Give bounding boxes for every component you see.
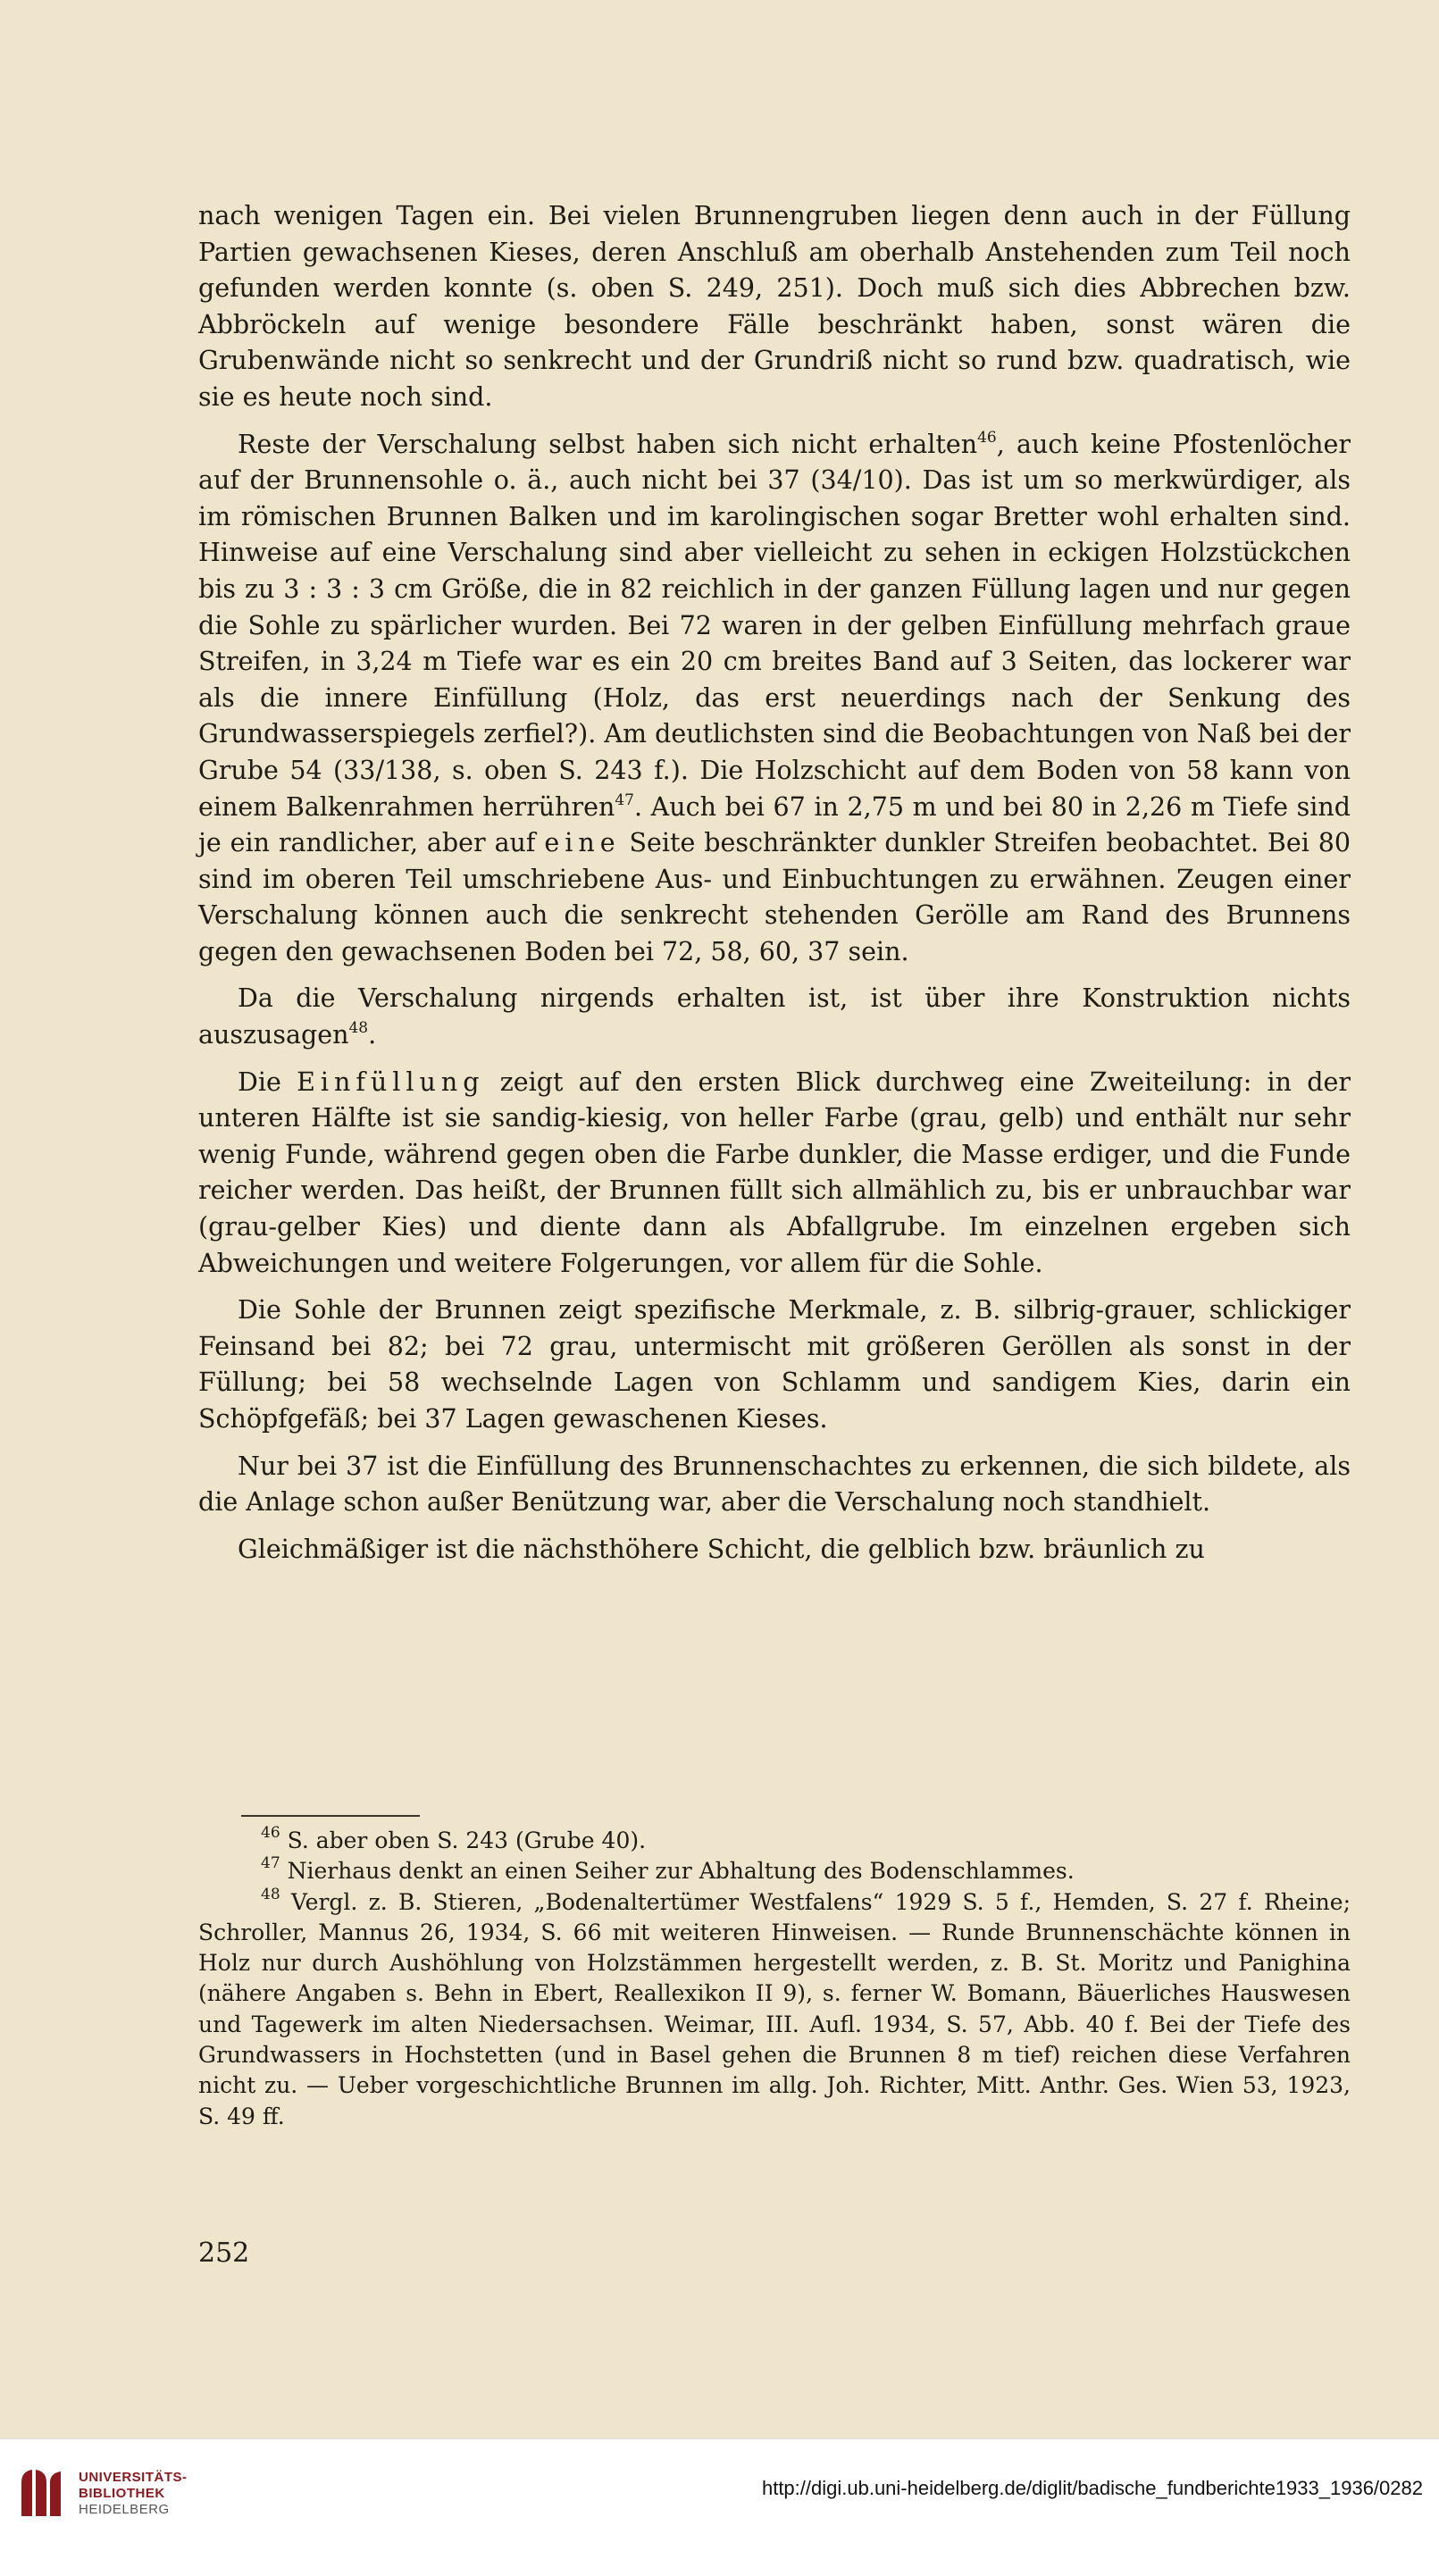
paragraph-text: . Auch bei 67 in 2,75 m und bei 80 in 2,26 m Tiefe sind je ein randlicher, aber auf (198, 791, 1351, 858)
paragraph-6 (198, 1449, 1351, 1521)
spaced-emphasis: eine (544, 828, 621, 858)
university-library-logo-icon[interactable] (16, 2464, 66, 2522)
paragraph-text: Da die Verschalung nirgends erhalten ist, ist über ihre Konstruktion nichts auszusagen (198, 983, 1351, 1050)
paragraph-text: , auch keine Pfostenlöcher auf der Brunnensohle o. ä., auch nicht bei 37 (34/10). Das ist um so merkwürdiger, als im römischen Brunnen Balken und im karolingischen sogar Bretter wohl erhalten sind. Hinweise auf eine Verschalung sind aber vielleicht zu sehen in eckigen Holzstückchen bis zu 3 : 3 : 3 cm Größe, die in 82 reichlich in der ganzen Füllung lagen und nur gegen die Sohle zu spärlicher wurden. Bei 72 waren in der gelben Einfüllung mehrfach graue Streifen, in 3,24 m Tiefe war es ein 20 cm breites Band auf 3 Seiten, das lockerer war als die innere Einfüllung (Holz, das erst neuerdings nach der Senkung des Grundwasserspiegels zerfiel?). Am deutlichsten sind die Beobachtungen von Naß bei der Grube 54 (33/138, s. oben S. 243 f.). Die Holzschicht auf dem Boden von 58 kann von einem Balkenrahmen herrühren (198, 429, 1351, 822)
paragraph-text: Die Sohle der Brunnen zeigt spezifische Merkmale, z. B. silbrig-grauer, schlickiger Feinsand bei 82; bei 72 grau, untermischt mit größeren Geröllen als sonst in der Füllung; bei 58 wechselnde Lagen von Schlamm und sandigem Kies, darin ein Schöpfgefäß; bei 37 Lagen gewaschenen Kieses. (198, 1295, 1351, 1434)
footnote-48 (198, 1887, 1351, 2132)
footnote-number: 48 (261, 1885, 280, 1903)
footnote-ref[interactable]: 46 (977, 428, 997, 447)
source-url-link[interactable]: http://digi.ub.uni-heidelberg.de/diglit/badische_fundberichte1933_1936/0282 (761, 2477, 1423, 2499)
institution-line: UNIVERSITÄTS- (79, 2470, 188, 2485)
paragraph-4 (198, 1065, 1351, 1283)
footnotes (198, 1826, 1351, 2132)
paragraph-text: Gleichmäßiger ist die nächsthöhere Schicht, die gelblich bzw. bräunlich zu (238, 1534, 1205, 1564)
paragraph-7 (198, 1532, 1351, 1568)
paragraph-text: nach wenigen Tagen ein. Bei vielen Brunnengruben liegen denn auch in der Füllung Partien gewachsenen Kieses, deren Anschluß am oberhalb Anstehenden zum Teil noch gefunden werden konnte (s. oben S. 249, 251). Doch muß sich dies Abbrechen bzw. Abbröckeln auf wenige besondere Fälle beschränkt haben, sonst wären die Grubenwände nicht so senkrecht und der Grundriß nicht so rund bzw. quadratisch, wie sie es heute noch sind. (198, 201, 1351, 412)
footnote-ref[interactable]: 48 (348, 1019, 369, 1038)
footnote-text: S. aber oben S. 243 (Grube 40). (287, 1827, 647, 1853)
paragraph-text: . (368, 1020, 377, 1050)
footnote-46 (198, 1826, 1351, 1856)
paragraph-1 (198, 198, 1351, 416)
page-number: 252 (198, 2237, 250, 2269)
footnote-ref[interactable]: 47 (615, 790, 634, 809)
paragraph-text: Die (238, 1066, 297, 1097)
paragraph-2 (198, 427, 1351, 971)
institution-line: HEIDELBERG (79, 2502, 170, 2517)
paragraph-text: Seite beschränkter dunkler Streifen beobachtet. Bei 80 sind im oberen Teil umschriebene Aus- und Einbuchtungen zu erwähnen. Zeugen einer Verschalung können auch die senkrecht stehenden Gerölle am Rand des Brunnens gegen den gewachsenen Boden bei 72, 58, 60, 37 sein. (198, 828, 1351, 966)
paragraph-5 (198, 1292, 1351, 1437)
footnote-divider (241, 1815, 420, 1817)
viewer-footer (0, 2438, 1439, 2576)
spaced-emphasis: Einfüllung (297, 1066, 485, 1097)
paragraph-text: Reste der Verschalung selbst haben sich nicht erhalten (238, 429, 978, 459)
institution-line: BIBLIOTHEK (79, 2486, 165, 2501)
institution-name (79, 2470, 188, 2518)
footnote-text: Nierhaus denkt an einen Seiher zur Abhaltung des Bodenschlammes. (287, 1858, 1075, 1885)
footnote-number: 47 (261, 1854, 280, 1873)
footnote-47 (198, 1856, 1351, 1886)
paragraph-text: Nur bei 37 ist die Einfüllung des Brunnenschachtes zu erkennen, die sich bildete, als die Anlage schon außer Benützung war, aber die Verschalung noch standhielt. (198, 1451, 1351, 1518)
body-text (198, 198, 1351, 1578)
paragraph-text: zeigt auf den ersten Blick durchweg eine Zweiteilung: in der unteren Hälfte ist sie sandig-kiesig, von heller Farbe (grau, gelb) und enthält nur sehr wenig Funde, während gegen oben die Farbe dunkler, die Masse erdiger, und die Funde reicher werden. Das heißt, der Brunnen füllt sich allmählich zu, bis er unbrauchbar war (grau-gelber Kies) und diente dann als Abfallgrube. Im einzelnen ergeben sich Abweichungen und weitere Folgerungen, vor allem für die Sohle. (198, 1066, 1351, 1278)
footnote-number: 46 (261, 1824, 280, 1842)
footnote-text: Vergl. z. B. Stieren, „Bodenaltertümer Westfalens“ 1929 S. 5 f., Hemden, S. 27 f. Rheine; Schroller, Mannus 26, 1934, S. 66 mit weiteren Hinweisen. — Runde Brunnenschächte können in Holz nur durch Aushöhlung von Holzstämmen hergestellt werden, z. B. St. Moritz und Panighina (nähere Angaben s. Behn in Ebert, Reallexikon II 9), s. ferner W. Bomann, Bäuerliches Hauswesen und Tagewerk im alten Niedersachsen. Weimar, III. Aufl. 1934, S. 57, Abb. 40 f. Bei der Tiefe des Grundwassers in Hochstetten (und in Basel gehen die Brunnen 8 m tief) reichen diese Verfahren nicht zu. — Ueber vorgeschichtliche Brunnen im allg. Joh. Richter, Mitt. Anthr. Ges. Wien 53, 1923, S. 49 ff. (198, 1888, 1351, 2129)
paragraph-3 (198, 981, 1351, 1053)
